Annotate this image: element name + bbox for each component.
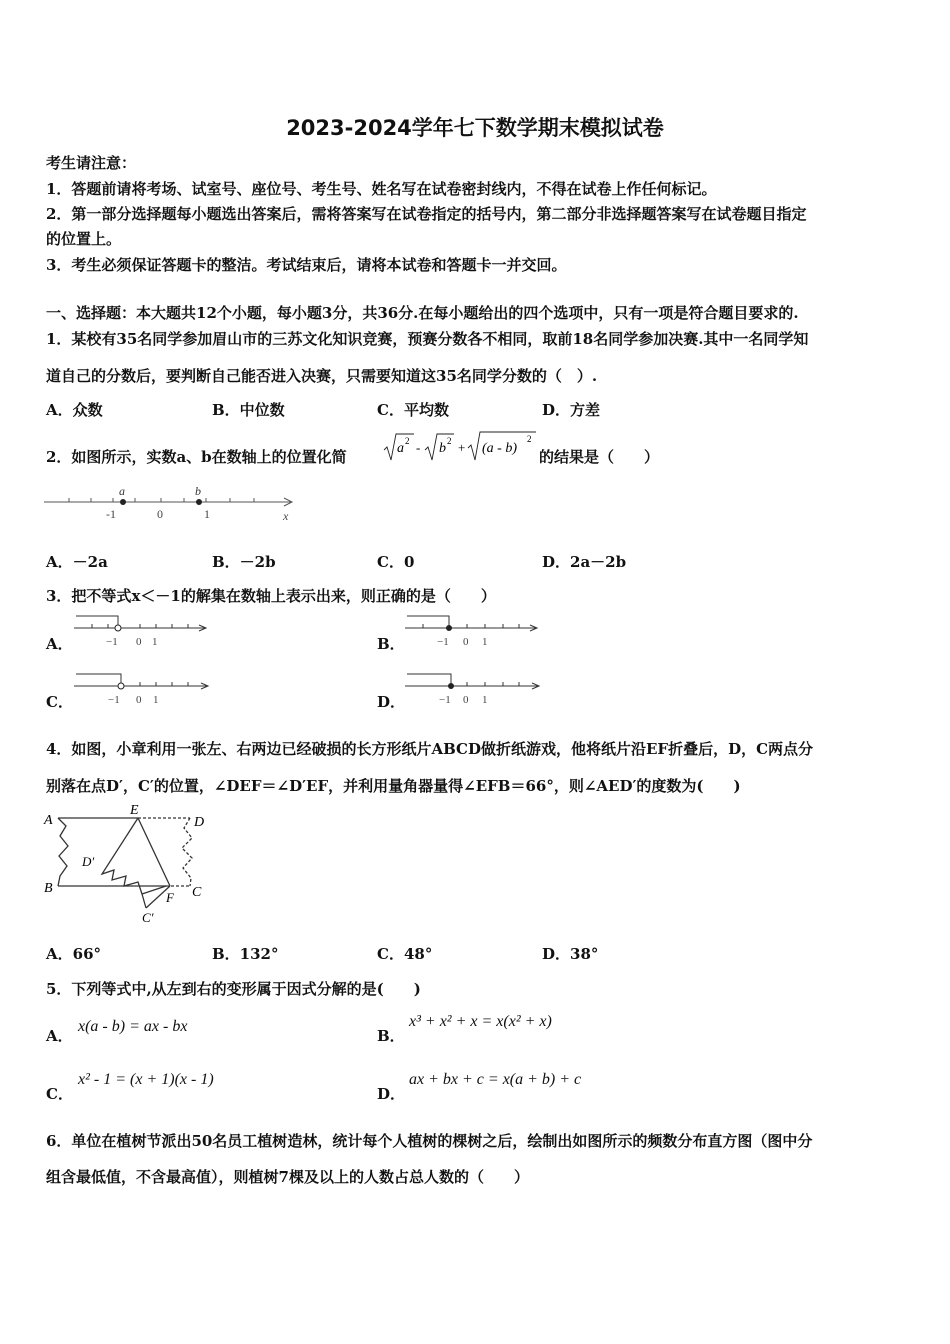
open-endpoint — [115, 625, 121, 631]
q1-option-a[interactable]: A．众数 — [46, 401, 103, 419]
q4-stem-line1: 4．如图，小章利用一张左、右两边已经破损的长方形纸片ABCD做折纸游戏，他将纸片沿EF折叠后，D，C两点分 — [46, 740, 814, 758]
formula-exp-b: 2 — [447, 436, 452, 446]
label-C: C — [192, 885, 202, 900]
q5-option-c-expr: x² - 1 = (x + 1)(x - 1) — [78, 1071, 214, 1088]
label-D-prime: D′ — [82, 854, 95, 869]
notice-item-2-cont: 的位置上。 — [46, 230, 122, 248]
q5-option-d-expr: ax + bx + c = x(a + b) + c — [409, 1071, 582, 1088]
closed-endpoint — [448, 683, 454, 689]
label-a: a — [119, 484, 125, 498]
q5-option-c-label[interactable]: C． — [46, 1085, 73, 1103]
q2-option-b[interactable]: B．－2b — [212, 553, 276, 571]
q3-numberline-c[interactable] — [72, 670, 212, 708]
q2-option-c[interactable]: C．0 — [377, 553, 415, 571]
label-B: B — [44, 881, 53, 896]
formula-exp-a: 2 — [405, 436, 410, 446]
label-F: F — [166, 890, 174, 905]
tick-zero: 0 — [136, 694, 142, 706]
formula-ab: (a - b) — [482, 441, 517, 456]
formula-a: a — [397, 441, 404, 456]
q4-folding-figure — [42, 802, 218, 928]
q4-option-a[interactable]: A．66° — [46, 945, 102, 963]
q6-stem-line2: 组含最低值，不含最高值），则植树7棵及以上的人数占总人数的（ ） — [46, 1168, 529, 1186]
tick-one: 1 — [482, 636, 488, 648]
label-one: 1 — [204, 507, 210, 521]
point-b — [196, 499, 202, 505]
label-b: b — [195, 484, 201, 498]
tick-one: 1 — [153, 694, 159, 706]
formula-exp-ab: 2 — [527, 434, 532, 444]
label-E: E — [130, 803, 139, 818]
label-A: A — [44, 813, 53, 828]
tick-one: 1 — [482, 694, 488, 706]
q4-option-b[interactable]: B．132° — [212, 945, 279, 963]
tick-minus-one: −1 — [437, 636, 449, 648]
tick-minus-one: −1 — [108, 694, 120, 706]
q2-stem-suffix: 的结果是（ ） — [539, 448, 660, 466]
notice-item-1: 1．答题前请将考场、试室号、座位号、考生号、姓名写在试卷密封线内，不得在试卷上作任何标记。 — [46, 180, 717, 198]
formula-plus: + — [458, 440, 466, 455]
q1-stem-line2: 道自己的分数后，要判断自己能否进入决赛，只需要知道这35名同学分数的（ ）. — [46, 367, 598, 385]
q1-stem-line1: 1．某校有35名同学参加眉山市的三苏文化知识竞赛，预赛分数各不相同，取前18名同学参加决赛.其中一名同学知 — [46, 330, 809, 348]
tick-zero: 0 — [463, 694, 469, 706]
q3-option-c[interactable]: C． — [46, 693, 73, 711]
q4-stem-line2: 别落在点D′，C′的位置，∠DEF＝∠D′EF，并利用量角器量得∠EFB＝66°，则∠AED′的度数为( ) — [46, 777, 741, 795]
q3-option-b[interactable]: B． — [377, 635, 405, 653]
open-endpoint — [118, 683, 124, 689]
label-zero: 0 — [157, 507, 163, 521]
tick-minus-one: −1 — [439, 694, 451, 706]
label-D: D — [194, 815, 205, 830]
notice-item-3: 3．考生必须保证答题卡的整洁。考试结束后，请将本试卷和答题卡一并交回。 — [46, 256, 567, 274]
q3-option-a[interactable]: A． — [46, 635, 73, 653]
q1-option-d[interactable]: D．方差 — [542, 401, 601, 419]
notice-heading: 考生请注意： — [46, 154, 137, 172]
q4-option-c[interactable]: C．48° — [377, 945, 433, 963]
q5-stem: 5．下列等式中,从左到右的变形属于因式分解的是( ) — [46, 980, 421, 998]
formula-b: b — [439, 441, 446, 456]
q3-stem: 3．把不等式x＜－1的解集在数轴上表示出来，则正确的是（ ） — [46, 587, 496, 605]
closed-endpoint — [446, 625, 452, 631]
q1-option-b[interactable]: B．中位数 — [212, 401, 285, 419]
point-a — [120, 499, 126, 505]
q5-option-b-expr: x³ + x² + x = x(x² + x) — [409, 1013, 552, 1030]
q2-stem-prefix: 2．如图所示，实数a、b在数轴上的位置化简 — [46, 448, 347, 466]
q5-option-d-label[interactable]: D． — [377, 1085, 406, 1103]
q3-option-d[interactable]: D． — [377, 693, 406, 711]
q2-option-a[interactable]: A．－2a — [46, 553, 108, 571]
q2-option-d[interactable]: D．2a－2b — [542, 553, 627, 571]
q2-radical-formula — [382, 430, 538, 466]
notice-item-2: 2．第一部分选择题每小题选出答案后，需将答案写在试卷指定的括号内，第二部分非选择题答案写在试卷题目指定 — [46, 205, 807, 223]
formula-minus: - — [416, 440, 421, 455]
label-minus-one: -1 — [106, 507, 116, 521]
q6-stem-line1: 6．单位在植树节派出50名员工植树造林，统计每个人植树的棵树之后，绘制出如图所示的频数分布直方图（图中分 — [46, 1132, 813, 1150]
tick-zero: 0 — [136, 636, 142, 648]
q3-numberline-b[interactable] — [403, 612, 543, 650]
q1-option-c[interactable]: C．平均数 — [377, 401, 449, 419]
label-x: x — [283, 509, 289, 523]
q5-option-b-label[interactable]: B． — [377, 1027, 405, 1045]
section-heading: 一、选择题：本大题共12个小题，每小题3分，共36分.在每小题给出的四个选项中，只有一项是符合题目要求的. — [46, 304, 799, 322]
q3-numberline-d[interactable] — [403, 670, 543, 708]
tick-minus-one: −1 — [106, 636, 118, 648]
q3-numberline-a[interactable] — [72, 612, 212, 650]
page-title: 2023-2024学年七下数学期末模拟试卷 — [286, 116, 664, 140]
q5-option-a-label[interactable]: A． — [46, 1027, 73, 1045]
q5-option-a-expr: x(a - b) = ax - bx — [78, 1018, 188, 1035]
tick-one: 1 — [152, 636, 158, 648]
q2-number-line — [44, 484, 300, 526]
tick-zero: 0 — [463, 636, 469, 648]
label-C-prime: C′ — [142, 910, 154, 925]
q4-option-d[interactable]: D．38° — [542, 945, 599, 963]
